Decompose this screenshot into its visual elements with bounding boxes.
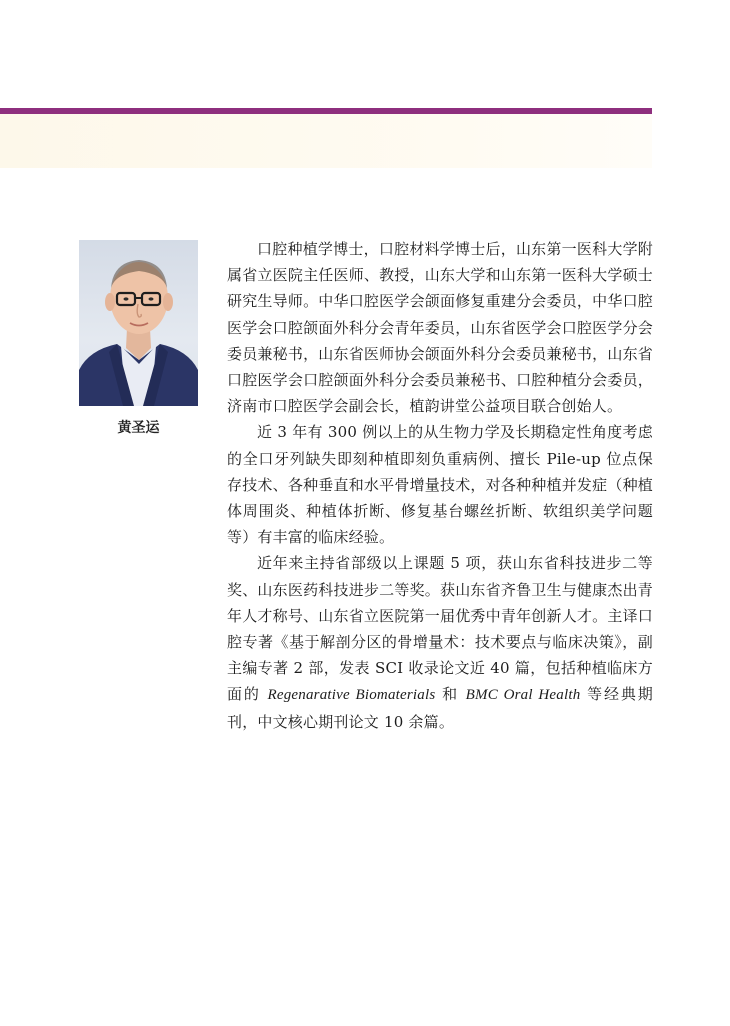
bio-paragraph-3-text-b: 等经典期刊，中文核心期刊论文 10 余篇。	[227, 685, 653, 731]
author-portrait	[79, 240, 198, 406]
author-bio	[227, 236, 653, 735]
header-band	[0, 114, 652, 168]
bio-paragraph-3	[227, 550, 653, 734]
author-name: 黄圣运	[117, 420, 160, 436]
journal-bmc-oral-health: BMC Oral Health	[465, 687, 581, 704]
portrait-photo-icon	[79, 240, 198, 406]
bio-paragraph-2: 近 3 年有 300 例以上的从生物力学及长期稳定性角度考虑的全口牙列缺失即刻种植即刻负重病例、擅长 Pile-up 位点保存技术、各种垂直和水平骨增量技术，对各种种植并发症（种植体周围炎、种植体折断、修复基台螺丝折断、软组织美学问题等）有丰富的临床经验。	[227, 423, 653, 547]
bio-paragraph-3-text-a: 近年来主持省部级以上课题 5 项，获山东省科技进步二等奖、山东医药科技进步二等奖。获山东省齐鲁卫生与健康杰出青年人才称号、山东省立医院第一届优秀中青年创新人才。主译口腔专著《基于解剖分区的骨增量术：技术要点与临床决策》，副主编专著 2 部，发表 SCI 收录论文近 40 篇，包括种植临床方面的	[227, 554, 653, 704]
bio-paragraph-3-and: 和	[435, 685, 466, 704]
bio-paragraph-1: 口腔种植学博士，口腔材料学博士后，山东第一医科大学附属省立医院主任医师、教授，山东大学和山东第一医科大学硕士研究生导师。中华口腔医学会颌面修复重建分会委员，中华口腔医学会口腔颌面外科分会青年委员，山东省医学会口腔医学分会委员兼秘书，山东省医师协会颌面外科分会委员兼秘书，山东省口腔医学会口腔颌面外科分会委员兼秘书、口腔种植分会委员，济南市口腔医学会副会长，植韵讲堂公益项目联合创始人。	[227, 240, 653, 416]
journal-regenerative-biomaterials: Regenarative Biomaterials	[267, 687, 436, 704]
